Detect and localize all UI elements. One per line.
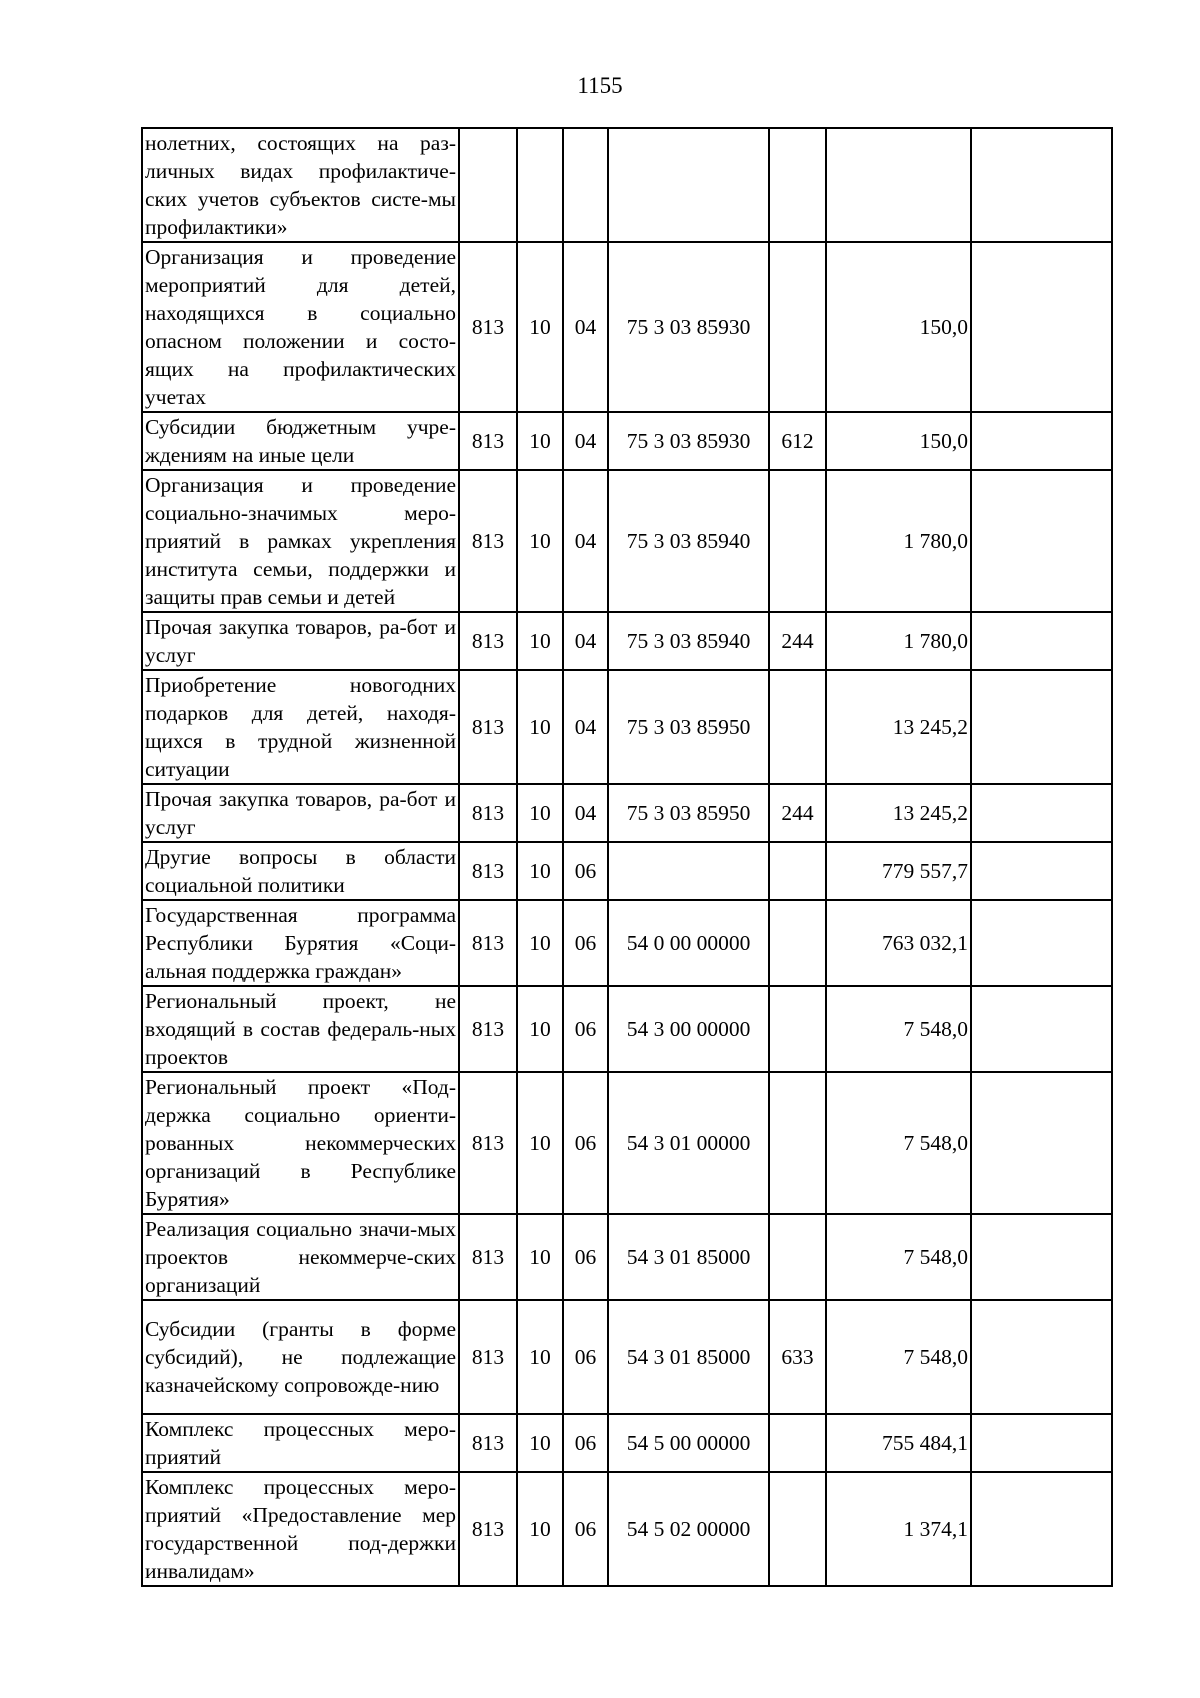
amount-cell: 1 780,0 — [826, 470, 971, 612]
subsection-code-cell: 06 — [563, 1414, 608, 1472]
ministry-code-cell: 813 — [459, 1072, 517, 1214]
ministry-code-cell: 813 — [459, 1214, 517, 1300]
amount-cell: 1 780,0 — [826, 612, 971, 670]
empty-cell — [971, 128, 1112, 242]
empty-cell — [971, 470, 1112, 612]
empty-cell — [971, 242, 1112, 412]
table-row — [142, 1414, 1112, 1472]
expense-type-cell: 244 — [769, 612, 826, 670]
item-name-cell: Региональный проект, не входящий в состав федераль-ных проектов — [142, 986, 459, 1072]
item-name-cell: Другие вопросы в области социальной политики — [142, 842, 459, 900]
subsection-code-cell: 04 — [563, 242, 608, 412]
amount-cell — [826, 128, 971, 242]
target-article-cell: 54 0 00 00000 — [608, 900, 769, 986]
ministry-code-cell: 813 — [459, 1300, 517, 1414]
item-name-cell: Приобретение новогодних подарков для детей, находя-щихся в трудной жизненной ситуации — [142, 670, 459, 784]
empty-cell — [971, 1072, 1112, 1214]
target-article-cell: 54 3 00 00000 — [608, 986, 769, 1072]
section-code-cell: 10 — [517, 900, 563, 986]
item-name-cell: Региональный проект «Под-держка социально ориенти-рованных некоммерческих организаций в Республике Бурятия» — [142, 1072, 459, 1214]
table-row — [142, 1072, 1112, 1214]
empty-cell — [971, 412, 1112, 470]
subsection-code-cell: 04 — [563, 784, 608, 842]
section-code-cell: 10 — [517, 1214, 563, 1300]
target-article-cell: 54 5 02 00000 — [608, 1472, 769, 1586]
subsection-code-cell: 04 — [563, 470, 608, 612]
subsection-code-cell: 06 — [563, 1214, 608, 1300]
amount-cell: 13 245,2 — [826, 784, 971, 842]
expense-type-cell — [769, 1072, 826, 1214]
expense-type-cell — [769, 1214, 826, 1300]
subsection-code-cell: 06 — [563, 1300, 608, 1414]
ministry-code-cell: 813 — [459, 1472, 517, 1586]
ministry-code-cell: 813 — [459, 986, 517, 1072]
table-row — [142, 412, 1112, 470]
empty-cell — [971, 784, 1112, 842]
table-row — [142, 986, 1112, 1072]
ministry-code-cell: 813 — [459, 612, 517, 670]
subsection-code-cell: 06 — [563, 1072, 608, 1214]
section-code-cell: 10 — [517, 986, 563, 1072]
item-name-cell: Прочая закупка товаров, ра-бот и услуг — [142, 784, 459, 842]
section-code-cell: 10 — [517, 784, 563, 842]
subsection-code-cell: 04 — [563, 612, 608, 670]
amount-cell: 7 548,0 — [826, 1300, 971, 1414]
item-name-cell: Государственная программа Республики Бурятия «Соци-альная поддержка граждан» — [142, 900, 459, 986]
table-row — [142, 1472, 1112, 1586]
item-name-cell: Организация и проведение мероприятий для детей, находящихся в социально опасном положении и состо-ящих на профилактических учетах — [142, 242, 459, 412]
amount-cell: 779 557,7 — [826, 842, 971, 900]
item-name-cell: Прочая закупка товаров, ра-бот и услуг — [142, 612, 459, 670]
section-code-cell: 10 — [517, 412, 563, 470]
expense-type-cell: 612 — [769, 412, 826, 470]
expense-type-cell: 244 — [769, 784, 826, 842]
empty-cell — [971, 1414, 1112, 1472]
subsection-code-cell: 06 — [563, 986, 608, 1072]
expense-type-cell — [769, 128, 826, 242]
subsection-code-cell: 04 — [563, 670, 608, 784]
table-row — [142, 842, 1112, 900]
ministry-code-cell — [459, 128, 517, 242]
expense-type-cell — [769, 986, 826, 1072]
expense-type-cell — [769, 470, 826, 612]
target-article-cell: 75 3 03 85950 — [608, 670, 769, 784]
expense-type-cell — [769, 670, 826, 784]
subsection-code-cell: 06 — [563, 900, 608, 986]
empty-cell — [971, 1300, 1112, 1414]
item-name-cell: Организация и проведение социально-значимых меро-приятий в рамках укрепления института семьи, поддержки и защиты прав семьи и детей — [142, 470, 459, 612]
empty-cell — [971, 842, 1112, 900]
ministry-code-cell: 813 — [459, 412, 517, 470]
empty-cell — [971, 612, 1112, 670]
expense-type-cell — [769, 1472, 826, 1586]
target-article-cell: 75 3 03 85940 — [608, 470, 769, 612]
target-article-cell: 75 3 03 85930 — [608, 242, 769, 412]
page-number: 1155 — [577, 73, 623, 98]
ministry-code-cell: 813 — [459, 784, 517, 842]
section-code-cell: 10 — [517, 1072, 563, 1214]
expense-type-cell: 633 — [769, 1300, 826, 1414]
empty-cell — [971, 1214, 1112, 1300]
ministry-code-cell: 813 — [459, 470, 517, 612]
amount-cell: 150,0 — [826, 242, 971, 412]
budget-table — [141, 127, 1113, 1587]
target-article-cell — [608, 128, 769, 242]
table-row — [142, 784, 1112, 842]
target-article-cell: 75 3 03 85950 — [608, 784, 769, 842]
target-article-cell — [608, 842, 769, 900]
amount-cell: 13 245,2 — [826, 670, 971, 784]
expense-type-cell — [769, 1414, 826, 1472]
subsection-code-cell — [563, 128, 608, 242]
expense-type-cell — [769, 900, 826, 986]
table-row — [142, 242, 1112, 412]
amount-cell: 7 548,0 — [826, 1214, 971, 1300]
section-code-cell: 10 — [517, 1300, 563, 1414]
subsection-code-cell: 04 — [563, 412, 608, 470]
section-code-cell: 10 — [517, 1472, 563, 1586]
table-row — [142, 900, 1112, 986]
ministry-code-cell: 813 — [459, 900, 517, 986]
amount-cell: 755 484,1 — [826, 1414, 971, 1472]
ministry-code-cell: 813 — [459, 842, 517, 900]
amount-cell: 7 548,0 — [826, 986, 971, 1072]
item-name-cell: нолетних, состоящих на раз-личных видах профилактиче-ских учетов субъектов систе-мы профилактики» — [142, 128, 459, 242]
table-row — [142, 128, 1112, 242]
section-code-cell: 10 — [517, 842, 563, 900]
table-body — [142, 128, 1112, 1586]
empty-cell — [971, 986, 1112, 1072]
target-article-cell: 75 3 03 85930 — [608, 412, 769, 470]
empty-cell — [971, 900, 1112, 986]
expense-type-cell — [769, 242, 826, 412]
amount-cell: 763 032,1 — [826, 900, 971, 986]
empty-cell — [971, 1472, 1112, 1586]
subsection-code-cell: 06 — [563, 1472, 608, 1586]
section-code-cell: 10 — [517, 470, 563, 612]
section-code-cell: 10 — [517, 242, 563, 412]
table-row — [142, 470, 1112, 612]
target-article-cell: 75 3 03 85940 — [608, 612, 769, 670]
item-name-cell: Комплекс процессных меро-приятий — [142, 1414, 459, 1472]
section-code-cell: 10 — [517, 1414, 563, 1472]
section-code-cell: 10 — [517, 670, 563, 784]
expense-type-cell — [769, 842, 826, 900]
section-code-cell: 10 — [517, 612, 563, 670]
target-article-cell: 54 3 01 85000 — [608, 1300, 769, 1414]
table-row — [142, 1214, 1112, 1300]
item-name-cell: Реализация социально значи-мых проектов некоммерче-ских организаций — [142, 1214, 459, 1300]
table-row — [142, 1300, 1112, 1414]
table-row — [142, 612, 1112, 670]
amount-cell: 150,0 — [826, 412, 971, 470]
target-article-cell: 54 3 01 00000 — [608, 1072, 769, 1214]
target-article-cell: 54 5 00 00000 — [608, 1414, 769, 1472]
amount-cell: 1 374,1 — [826, 1472, 971, 1586]
item-name-cell: Комплекс процессных меро-приятий «Предоставление мер государственной под-держки инвалидам» — [142, 1472, 459, 1586]
table-row — [142, 670, 1112, 784]
section-code-cell — [517, 128, 563, 242]
empty-cell — [971, 670, 1112, 784]
item-name-cell: Субсидии бюджетным учре-ждениям на иные цели — [142, 412, 459, 470]
ministry-code-cell: 813 — [459, 242, 517, 412]
ministry-code-cell: 813 — [459, 670, 517, 784]
target-article-cell: 54 3 01 85000 — [608, 1214, 769, 1300]
item-name-cell: Субсидии (гранты в форме субсидий), не подлежащие казначейскому сопровожде-нию — [142, 1300, 459, 1414]
subsection-code-cell: 06 — [563, 842, 608, 900]
ministry-code-cell: 813 — [459, 1414, 517, 1472]
amount-cell: 7 548,0 — [826, 1072, 971, 1214]
